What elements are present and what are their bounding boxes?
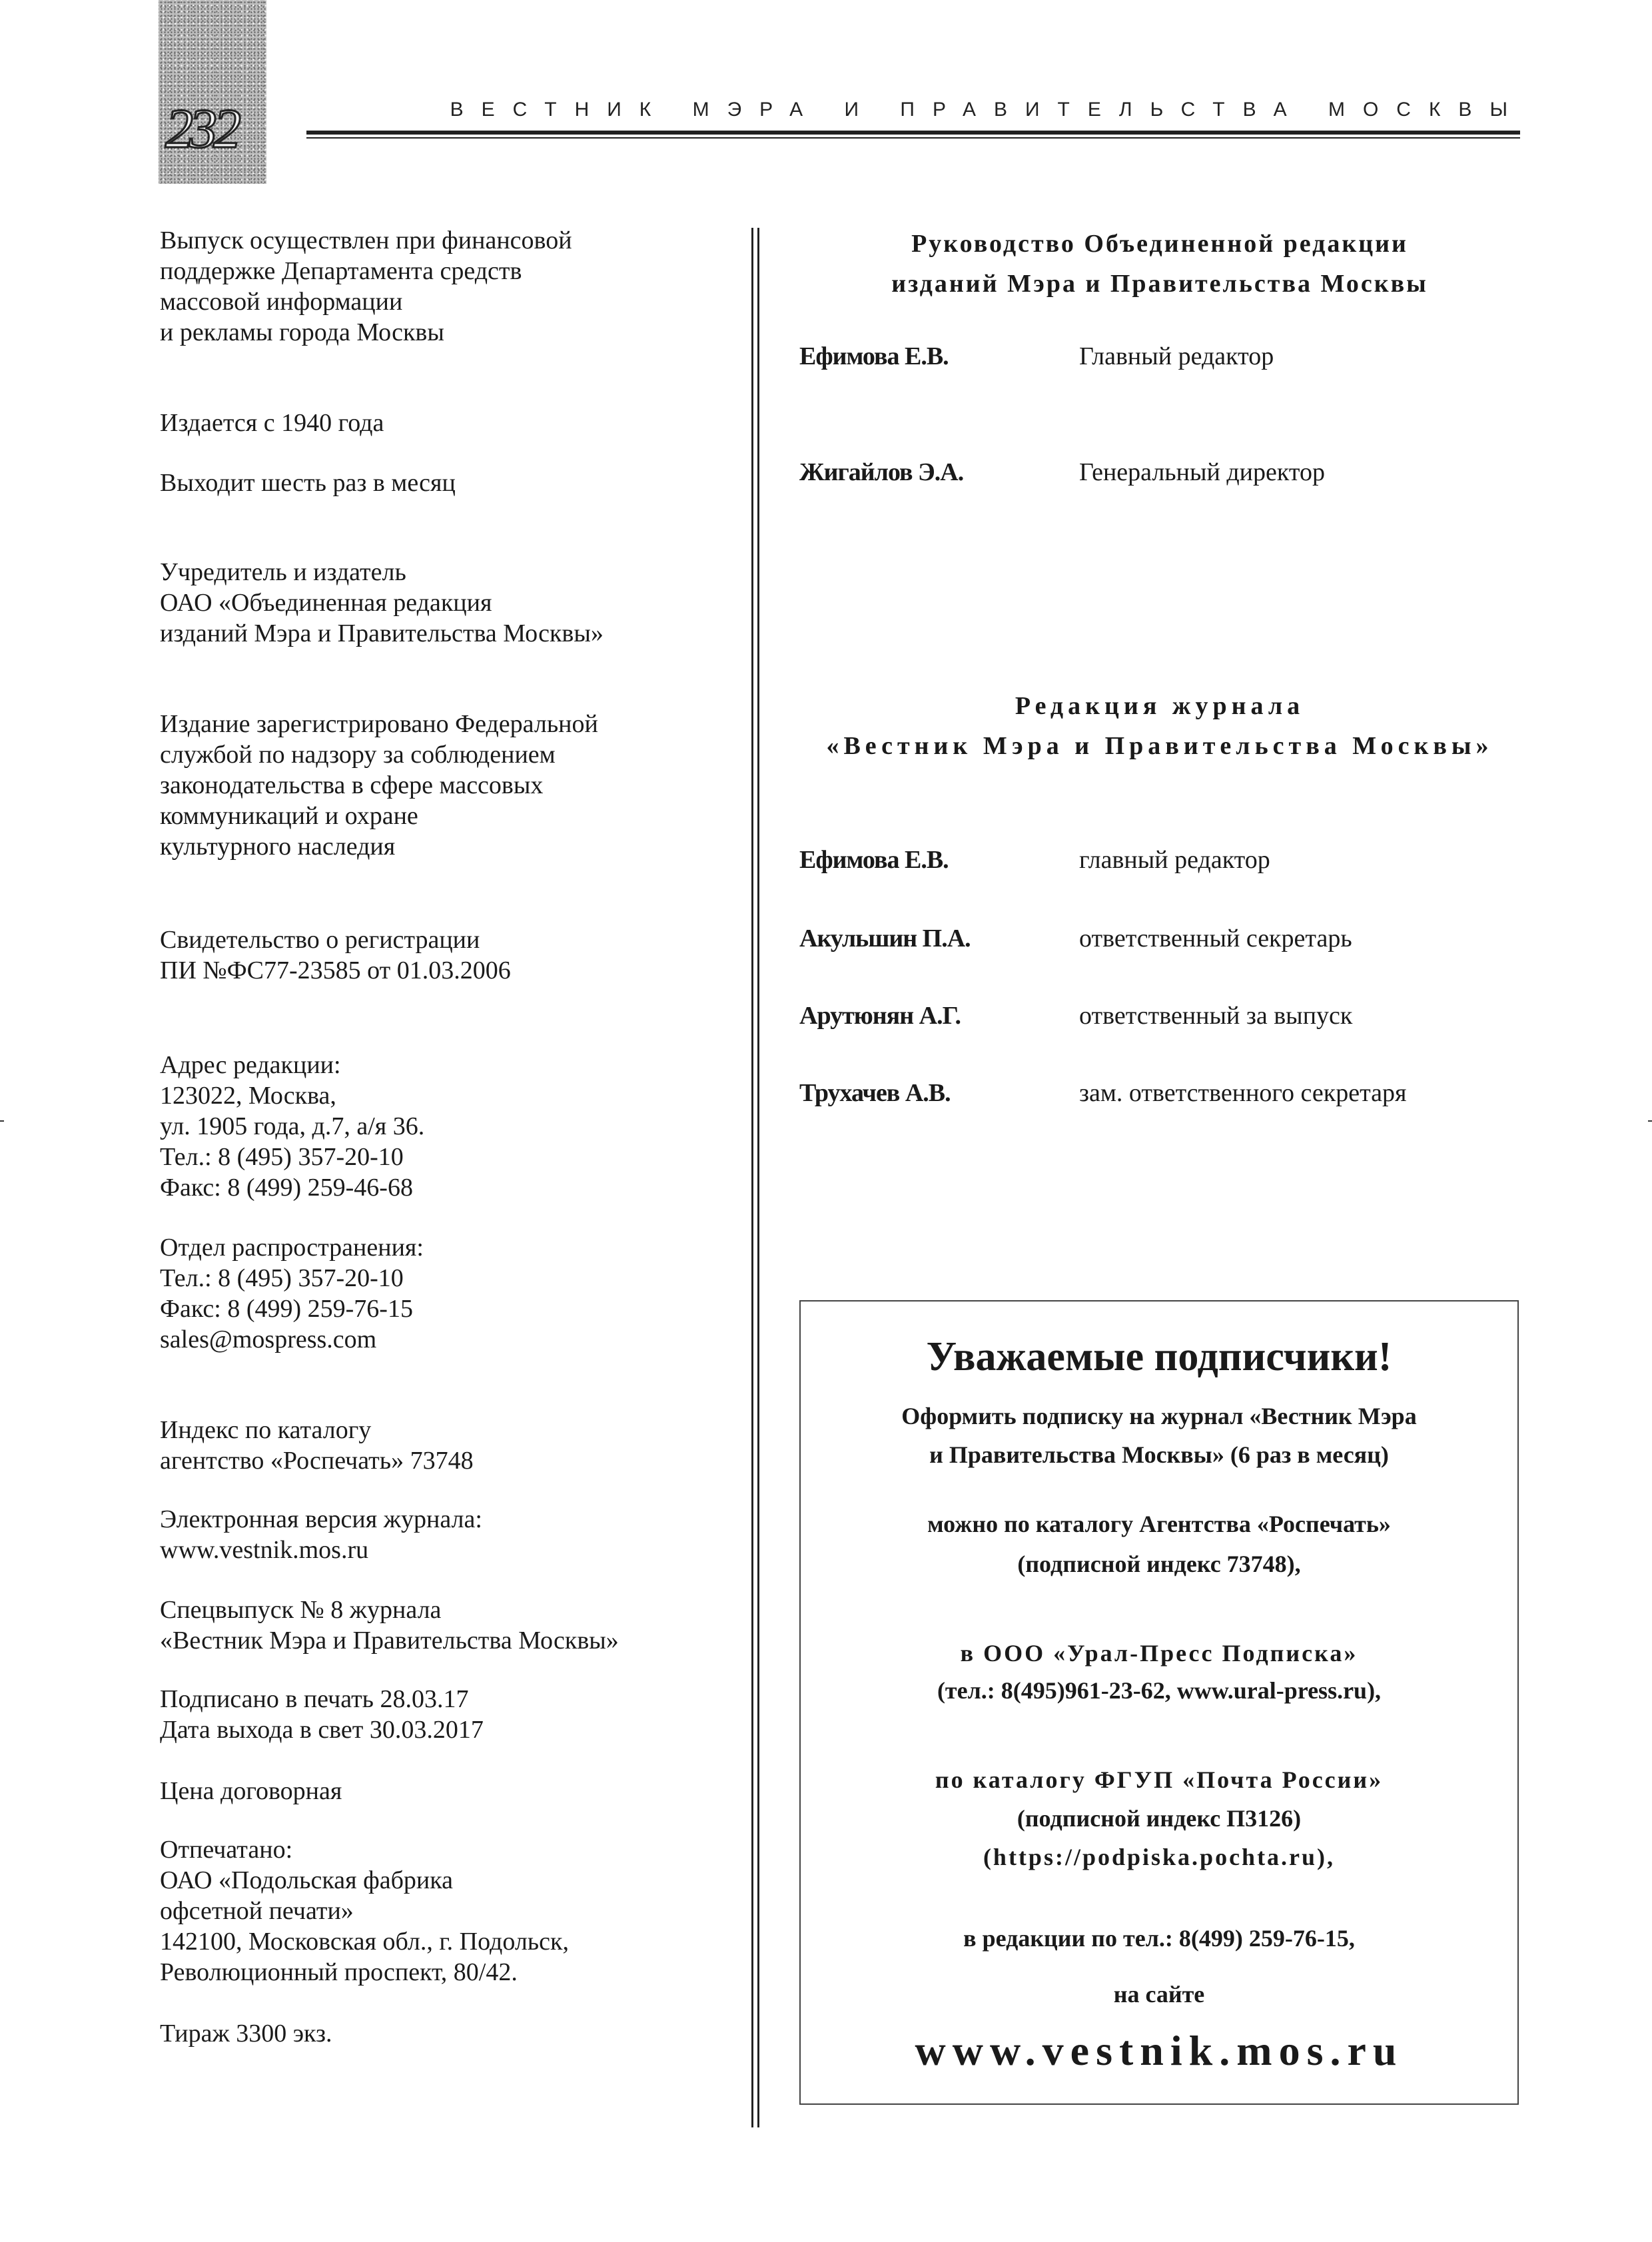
subscription-line: (тел.: 8(495)961-23-62, www.ural-press.ru), [937,1677,1382,1704]
editorial-heading-line2: «Вестник Мэра и Правительства Москвы» [826,732,1493,760]
imprint-registration: Издание зарегистрировано Федеральной службой по надзору за соблюдением законодательства в сфере массовых коммуникаций и охране культурного наследия [160,710,598,861]
staff-role: Главный редактор [1079,342,1274,370]
subscription-line: (https://podpiska.pochta.ru), [983,1844,1336,1870]
margin-tick-left [0,1120,4,1122]
staff-name: Жигайлов Э.А. [799,458,964,486]
staff-role: зам. ответственного секретаря [1079,1079,1407,1107]
subscription-site: www.vestnik.mos.ru [915,2027,1404,2074]
staff-name: Ефимова Е.В. [799,342,949,370]
imprint-founder: Учредитель и издатель ОАО «Объединенная редакция изданий Мэра и Правительства Москвы» [160,558,604,647]
staff-name: Арутюнян А.Г. [799,1002,961,1030]
imprint-special-issue: Спецвыпуск № 8 журнала «Вестник Мэра и Правительства Москвы» [160,1596,619,1655]
management-heading-line1: Руководство Объединенной редакции [911,230,1408,258]
staff-name: Трухачев А.В. [799,1079,951,1107]
page-number: 232 [165,98,237,160]
imprint-frequency: Выходит шесть раз в месяц [160,469,456,497]
imprint-electronic-version: Электронная версия журнала: www.vestnik.mos.ru [160,1505,482,1564]
staff-role: ответственный за выпуск [1079,1002,1353,1030]
staff-role: ответственный секретарь [1079,925,1352,952]
header-rule-thin [306,137,1520,139]
subscription-line: (подписной индекс П3126) [1017,1805,1302,1832]
header-rule [306,131,1520,135]
management-heading-line2: изданий Мэра и Правительства Москвы [891,270,1428,298]
subscription-line: в ООО «Урал-Пресс Подписка» [960,1640,1358,1667]
staff-name: Акульшин П.А. [799,925,971,952]
subscription-line: можно по каталогу Агентства «Роспечать» [927,1511,1391,1537]
subscription-line: по каталогу ФГУП «Почта России» [935,1766,1384,1793]
imprint-printed-by: Отпечатано: ОАО «Подольская фабрика офсетной печати» 142100, Московская обл., г. Подольск, Революционный проспект, 80/42. [160,1836,569,1986]
subscription-line: Оформить подписку на журнал «Вестник Мэра [901,1403,1417,1429]
imprint-distribution: Отдел распространения: Тел.: 8 (495) 357-20-10 Факс: 8 (499) 259-76-15 sales@mospress.com [160,1234,424,1353]
imprint-funding: Выпуск осуществлен при финансовой поддержке Департамента средств массовой информации и рекламы города Москвы [160,226,572,346]
running-title: ВЕСТНИК МЭРА И ПРАВИТЕЛЬСТВА МОСКВЫ [450,99,1525,121]
margin-tick-right [1648,1120,1652,1122]
imprint-address: Адрес редакции: 123022, Москва, ул. 1905 года, д.7, а/я 36. Тел.: 8 (495) 357-20-10 Факс: 8 (499) 259-46-68 [160,1051,425,1202]
staff-role: главный редактор [1079,846,1270,874]
subscription-title: Уважаемые подписчики! [926,1334,1392,1379]
column-divider-2 [757,228,759,2127]
imprint-price: Цена договорная [160,1777,342,1805]
staff-role: Генеральный директор [1079,458,1325,486]
imprint-since: Издается с 1940 года [160,409,384,437]
imprint-circulation: Тираж 3300 экз. [160,2020,332,2048]
editorial-heading-line1: Редакция журнала [1015,692,1305,720]
staff-name: Ефимова Е.В. [799,846,949,874]
imprint-certificate: Свидетельство о регистрации ПИ №ФС77-23585 от 01.03.2006 [160,926,511,984]
subscription-line: и Правительства Москвы» (6 раз в месяц) [929,1441,1389,1468]
subscription-line: в редакции по тел.: 8(499) 259-76-15, [963,1925,1355,1952]
management-heading [799,224,1520,304]
editorial-heading [799,686,1520,766]
imprint-dates: Подписано в печать 28.03.17 Дата выхода в свет 30.03.2017 [160,1685,484,1744]
column-divider [751,228,753,2127]
subscription-line: на сайте [1113,1981,1205,2008]
subscription-line: (подписной индекс 73748), [1017,1551,1301,1577]
imprint-catalog-index: Индекс по каталогу агентство «Роспечать» 73748 [160,1416,474,1475]
subscription-box [799,1300,1519,2105]
